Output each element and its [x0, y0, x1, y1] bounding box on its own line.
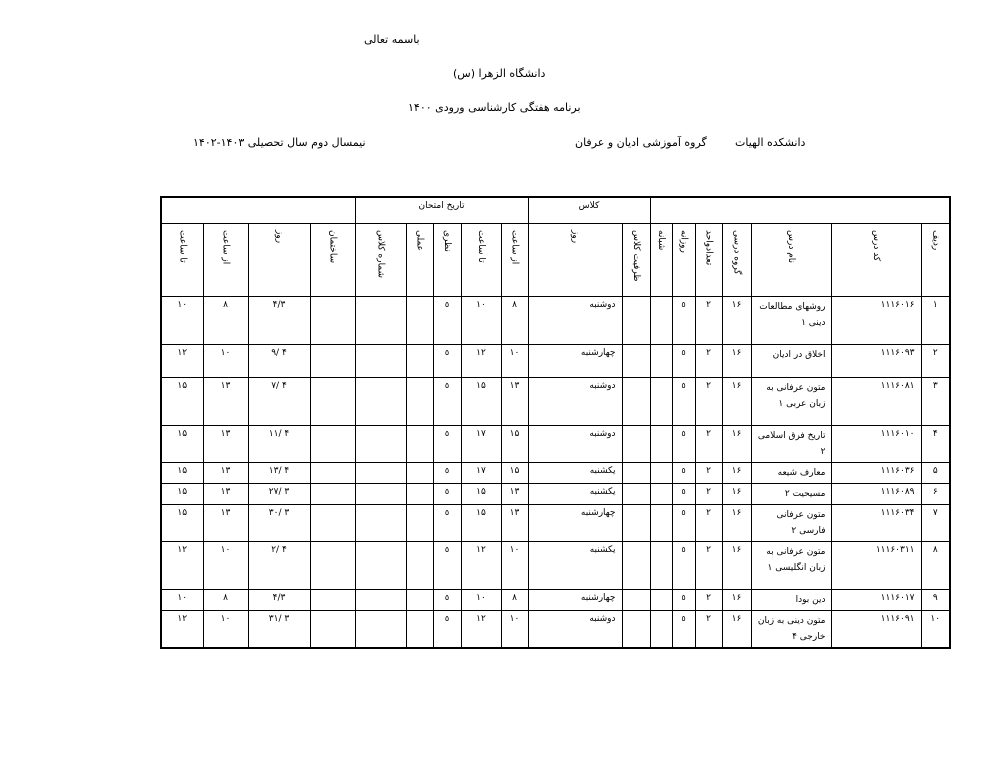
cell-code: ۱۱۱۶۰۱۷ [831, 590, 921, 611]
cell-room [355, 590, 406, 611]
cell-units: ۲ [695, 505, 722, 542]
cell-row: ۴ [921, 426, 950, 463]
header-faculty: دانشکده الهیات [735, 136, 806, 149]
cell-to: ۱۰ [461, 297, 501, 345]
col-to: تا ساعت [461, 224, 501, 297]
cell-night [650, 505, 672, 542]
cell-room [355, 297, 406, 345]
cell-exam-from: ۸ [203, 297, 248, 345]
cell-group: ۱۶ [722, 542, 751, 590]
cell-row: ۵ [921, 463, 950, 484]
table-row [161, 378, 950, 426]
table-row [161, 297, 950, 345]
cell-exam-to: ۱۵ [161, 378, 203, 426]
col-theory: نظری [433, 224, 461, 297]
cell-name: متون دینی به زبان خارجی ۴ [751, 611, 831, 649]
cell-building [310, 505, 355, 542]
column-header-row [161, 224, 950, 297]
cell-building [310, 378, 355, 426]
cell-exam-day: ۴/۳ [248, 590, 310, 611]
cell-from: ۱۳ [501, 505, 528, 542]
cell-capacity [622, 463, 650, 484]
cell-day-eve: ٥ [672, 484, 695, 505]
cell-exam-day: ۴ /۱۱ [248, 426, 310, 463]
cell-name: متون عرفانی به زبان عربی ۱ [751, 378, 831, 426]
cell-building [310, 426, 355, 463]
cell-day-eve: ٥ [672, 542, 695, 590]
cell-day-eve: ٥ [672, 345, 695, 378]
cell-group: ۱۶ [722, 463, 751, 484]
cell-name: مسیحیت ۲ [751, 484, 831, 505]
cell-name: اخلاق در ادیان [751, 345, 831, 378]
cell-row: ۶ [921, 484, 950, 505]
cell-building [310, 590, 355, 611]
cell-code: ۱۱۱۶۰۳۱۱ [831, 542, 921, 590]
cell-code: ۱۱۱۶۰۳۴ [831, 505, 921, 542]
cell-units: ۲ [695, 378, 722, 426]
cell-code: ۱۱۱۶۰۱۶ [831, 297, 921, 345]
cell-units: ۲ [695, 426, 722, 463]
cell-from: ۱۰ [501, 345, 528, 378]
cell-exam-to: ۱۰ [161, 590, 203, 611]
cell-exam-to: ۱۲ [161, 542, 203, 590]
cell-group: ۱۶ [722, 484, 751, 505]
cell-name: معارف شیعه [751, 463, 831, 484]
col-day-eve: روزانه [672, 224, 695, 297]
cell-day: چهارشنبه [528, 590, 622, 611]
cell-capacity [622, 484, 650, 505]
cell-exam-to: ۱۵ [161, 463, 203, 484]
cell-exam-day: ۳ /۳۱ [248, 611, 310, 649]
cell-name: روشهای مطالعات دینی ۱ [751, 297, 831, 345]
cell-name: تاریخ فرق اسلامی ۲ [751, 426, 831, 463]
cell-capacity [622, 505, 650, 542]
cell-theory: ٥ [433, 345, 461, 378]
header-department: گروه آموزشی ادیان و عرفان [575, 136, 707, 149]
cell-building [310, 484, 355, 505]
cell-theory: ٥ [433, 611, 461, 649]
cell-day-eve: ٥ [672, 378, 695, 426]
cell-building [310, 463, 355, 484]
cell-room [355, 463, 406, 484]
col-exam-to: تا ساعت [161, 224, 203, 297]
cell-group: ۱۶ [722, 426, 751, 463]
cell-night [650, 611, 672, 649]
cell-units: ۲ [695, 542, 722, 590]
header-semester: نیمسال دوم سال تحصیلی ۱۴۰۳-۱۴۰۲ [193, 136, 366, 149]
header-title-bismillah: باسمه تعالی [364, 33, 420, 46]
cell-night [650, 426, 672, 463]
table-row [161, 426, 950, 463]
cell-building [310, 542, 355, 590]
cell-code: ۱۱۱۶۰۹۱ [831, 611, 921, 649]
cell-from: ۱۰ [501, 542, 528, 590]
cell-building [310, 345, 355, 378]
cell-exam-to: ۱۵ [161, 484, 203, 505]
cell-practical [406, 590, 433, 611]
table-row [161, 345, 950, 378]
cell-exam-from: ۱۳ [203, 484, 248, 505]
cell-exam-from: ۱۰ [203, 345, 248, 378]
cell-exam-day: ۳ /۳۰ [248, 505, 310, 542]
cell-to: ۱۲ [461, 542, 501, 590]
cell-day: یکشنبه [528, 484, 622, 505]
cell-exam-from: ۱۳ [203, 426, 248, 463]
col-capacity: ظرفیت کلاس [622, 224, 650, 297]
table-row [161, 590, 950, 611]
cell-units: ۲ [695, 484, 722, 505]
cell-exam-day: ۴ /۷ [248, 378, 310, 426]
col-code: کد درس [831, 224, 921, 297]
cell-to: ۱۵ [461, 484, 501, 505]
cell-exam-from: ۱۳ [203, 463, 248, 484]
cell-day: چهارشنبه [528, 345, 622, 378]
col-building: ساختمان [310, 224, 355, 297]
cell-exam-from: ۸ [203, 590, 248, 611]
group-header-spacer-left [161, 197, 355, 224]
cell-exam-day: ۴ /۹ [248, 345, 310, 378]
cell-exam-day: ۳ /۲۷ [248, 484, 310, 505]
cell-building [310, 611, 355, 649]
group-header-spacer [650, 197, 950, 224]
cell-to: ۱۷ [461, 426, 501, 463]
cell-theory: ٥ [433, 542, 461, 590]
cell-code: ۱۱۱۶۰۸۱ [831, 378, 921, 426]
cell-practical [406, 505, 433, 542]
cell-night [650, 463, 672, 484]
cell-group: ۱۶ [722, 345, 751, 378]
cell-row: ۲ [921, 345, 950, 378]
cell-units: ۲ [695, 590, 722, 611]
cell-capacity [622, 590, 650, 611]
schedule-table [160, 196, 951, 649]
cell-day-eve: ٥ [672, 463, 695, 484]
col-night: شبانه [650, 224, 672, 297]
cell-capacity [622, 542, 650, 590]
cell-room [355, 542, 406, 590]
cell-from: ۸ [501, 297, 528, 345]
cell-room [355, 484, 406, 505]
cell-code: ۱۱۱۶۰۸۹ [831, 484, 921, 505]
cell-day-eve: ٥ [672, 611, 695, 649]
col-exam-day: روز [248, 224, 310, 297]
cell-to: ۱۲ [461, 345, 501, 378]
cell-row: ۱ [921, 297, 950, 345]
col-practical: عملی [406, 224, 433, 297]
cell-group: ۱۶ [722, 590, 751, 611]
cell-theory: ٥ [433, 505, 461, 542]
cell-day-eve: ٥ [672, 590, 695, 611]
cell-room [355, 345, 406, 378]
cell-day: دوشنبه [528, 426, 622, 463]
cell-theory: ٥ [433, 590, 461, 611]
col-row: ردیف [921, 224, 950, 297]
cell-night [650, 345, 672, 378]
cell-day: دوشنبه [528, 297, 622, 345]
cell-night [650, 484, 672, 505]
cell-day: دوشنبه [528, 611, 622, 649]
cell-from: ۱۳ [501, 378, 528, 426]
cell-from: ۱۰ [501, 611, 528, 649]
cell-to: ۱۵ [461, 378, 501, 426]
cell-to: ۱۲ [461, 611, 501, 649]
cell-practical [406, 463, 433, 484]
cell-capacity [622, 378, 650, 426]
cell-exam-from: ۱۰ [203, 542, 248, 590]
cell-theory: ٥ [433, 297, 461, 345]
cell-from: ۱۵ [501, 426, 528, 463]
cell-group: ۱۶ [722, 611, 751, 649]
cell-name: متون عرفانی به زبان انگلیسی ۱ [751, 542, 831, 590]
cell-day-eve: ٥ [672, 426, 695, 463]
cell-theory: ٥ [433, 484, 461, 505]
cell-row: ۷ [921, 505, 950, 542]
cell-code: ۱۱۱۶۰۹۳ [831, 345, 921, 378]
cell-group: ۱۶ [722, 505, 751, 542]
cell-capacity [622, 426, 650, 463]
cell-exam-to: ۱۲ [161, 345, 203, 378]
cell-room [355, 426, 406, 463]
cell-name: دین بودا [751, 590, 831, 611]
cell-practical [406, 542, 433, 590]
cell-night [650, 590, 672, 611]
cell-units: ۲ [695, 297, 722, 345]
cell-practical [406, 345, 433, 378]
col-day: روز [528, 224, 622, 297]
cell-practical [406, 426, 433, 463]
cell-from: ۸ [501, 590, 528, 611]
cell-day: دوشنبه [528, 378, 622, 426]
table-row [161, 542, 950, 590]
cell-units: ۲ [695, 463, 722, 484]
col-name: نام درس [751, 224, 831, 297]
cell-day: یکشنبه [528, 542, 622, 590]
col-from: از ساعت [501, 224, 528, 297]
cell-to: ۱۰ [461, 590, 501, 611]
cell-code: ۱۱۱۶۰۱۰ [831, 426, 921, 463]
cell-from: ۱۵ [501, 463, 528, 484]
cell-exam-day: ۴/۳ [248, 297, 310, 345]
col-units: تعدادواحد [695, 224, 722, 297]
cell-code: ۱۱۱۶۰۳۶ [831, 463, 921, 484]
cell-practical [406, 484, 433, 505]
cell-theory: ٥ [433, 426, 461, 463]
cell-capacity [622, 297, 650, 345]
cell-night [650, 542, 672, 590]
cell-group: ۱۶ [722, 378, 751, 426]
cell-row: ۸ [921, 542, 950, 590]
cell-to: ۱۷ [461, 463, 501, 484]
cell-night [650, 297, 672, 345]
cell-practical [406, 297, 433, 345]
cell-exam-day: ۴ /۱۳ [248, 463, 310, 484]
cell-exam-to: ۱۰ [161, 297, 203, 345]
cell-day-eve: ٥ [672, 297, 695, 345]
col-exam-from: از ساعت [203, 224, 248, 297]
table-row [161, 484, 950, 505]
cell-room [355, 611, 406, 649]
cell-name: متون عرفانی فارسی ۲ [751, 505, 831, 542]
table-row [161, 463, 950, 484]
cell-row: ۹ [921, 590, 950, 611]
cell-day: چهارشنبه [528, 505, 622, 542]
cell-theory: ٥ [433, 378, 461, 426]
cell-room [355, 505, 406, 542]
cell-exam-to: ۱۵ [161, 426, 203, 463]
table-row [161, 611, 950, 649]
cell-exam-from: ۱۳ [203, 505, 248, 542]
cell-practical [406, 611, 433, 649]
cell-exam-day: ۴ /۲ [248, 542, 310, 590]
table-row [161, 505, 950, 542]
header-university: دانشگاه الزهرا (س) [453, 67, 546, 80]
cell-exam-from: ۱۳ [203, 378, 248, 426]
group-header-row [161, 197, 950, 224]
cell-exam-to: ۱۲ [161, 611, 203, 649]
cell-from: ۱۳ [501, 484, 528, 505]
cell-row: ۱۰ [921, 611, 950, 649]
cell-row: ۳ [921, 378, 950, 426]
col-group: گروه درسی [722, 224, 751, 297]
cell-capacity [622, 611, 650, 649]
header-program: برنامه هفتگی کارشناسی ورودی ۱۴۰۰ [408, 101, 581, 114]
cell-day-eve: ٥ [672, 505, 695, 542]
cell-capacity [622, 345, 650, 378]
cell-exam-to: ۱۵ [161, 505, 203, 542]
cell-building [310, 297, 355, 345]
cell-day: یکشنبه [528, 463, 622, 484]
cell-exam-from: ۱۰ [203, 611, 248, 649]
cell-units: ۲ [695, 345, 722, 378]
cell-practical [406, 378, 433, 426]
cell-room [355, 378, 406, 426]
cell-night [650, 378, 672, 426]
cell-to: ۱۵ [461, 505, 501, 542]
cell-units: ۲ [695, 611, 722, 649]
group-header-class: کلاس [528, 197, 650, 224]
cell-group: ۱۶ [722, 297, 751, 345]
col-room: شماره کلاس [355, 224, 406, 297]
group-header-exam-date: تاریخ امتحان [355, 197, 528, 224]
cell-theory: ٥ [433, 463, 461, 484]
